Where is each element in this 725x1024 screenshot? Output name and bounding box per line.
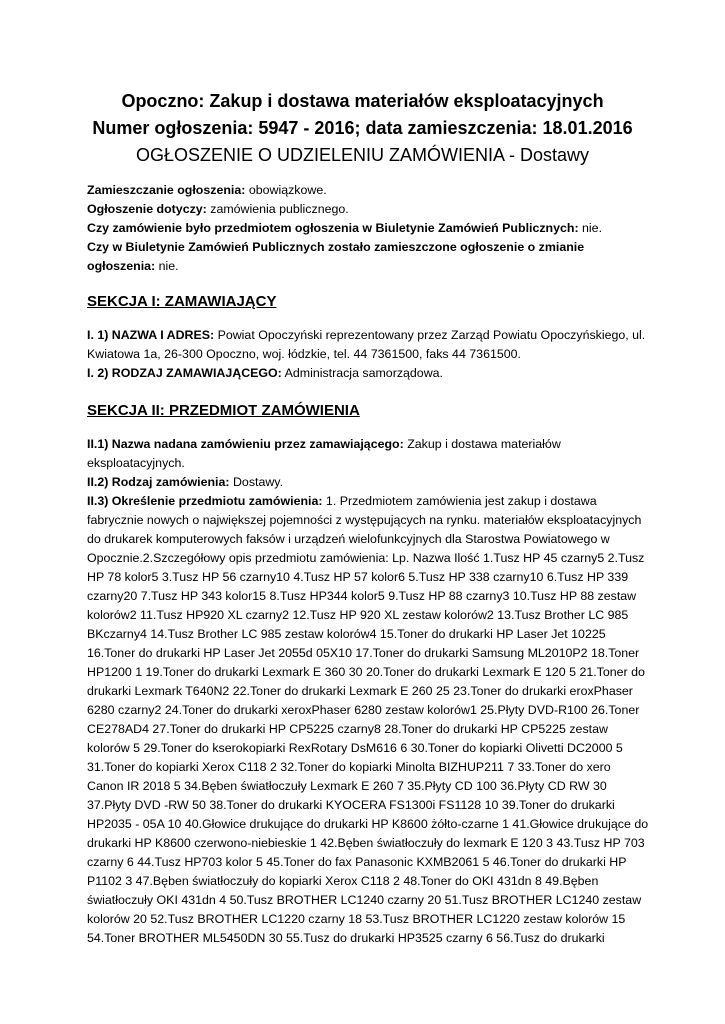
order-desc-line: kolorów 5 29.Toner do kserokopiarki RexRotary DsM616 6 30.Toner do kopiarki Olivetti DC2000 5: [87, 741, 623, 755]
concerns-value: zamówienia publicznego.: [206, 202, 349, 216]
order-name-row-1: [87, 435, 647, 454]
announcement-number: Numer ogłoszenia: 5947 - 2016; data zamieszczenia: 18.01.2016: [92, 118, 633, 138]
order-desc-line: HP2035 - 05A 10 40.Głowice drukujące do drukarki HP K8600 żółto-czarne 1 41.Głowice drukujące do: [87, 817, 649, 831]
announcement-type: OGŁOSZENIE O UDZIELENIU ZAMÓWIENIA - Dostawy: [135, 145, 590, 165]
order-desc-line: czarny 6 44.Tusz HP703 kolor 5 45.Toner do fax Panasonic KXMB2061 5 46.Toner do drukarki HP: [87, 855, 627, 869]
section-2-body: [87, 435, 647, 948]
order-desc-line: Canon IR 2018 5 34.Bęben światłoczuły Lexmark E 260 7 35.Płyty CD 100 36.Płyty CD RW 30: [87, 779, 607, 793]
change-row-1: [87, 238, 647, 257]
change-value: nie.: [155, 259, 179, 273]
order-desc-line: do drukarek komputerowych faksów i urządzeń wielofunkcyjnych dla Starostwa Powiatowego w: [87, 532, 610, 546]
section-1-heading: SEKCJA I: ZAMAWIAJĄCY: [87, 293, 277, 310]
placement-label: Zamieszczanie ogłoszenia:: [87, 183, 246, 197]
order-desc-line: kolorów2 11.Tusz HP920 XL czarny2 12.Tusz HP 920 XL zestaw kolorów2 13.Tusz Brother LC 985: [87, 608, 629, 622]
concerns-row: [87, 200, 647, 219]
order-kind-label: II.2) Rodzaj zamówienia:: [87, 475, 230, 489]
contracting-name-row-1: [87, 326, 647, 345]
change-row-2: [87, 257, 647, 276]
contracting-type-value: Administracja samorządowa.: [281, 366, 443, 380]
order-desc-line: drukarki Lexmark T640N2 22.Toner do drukarki Lexmark E 260 25 23.Toner do drukarki eroxPhaser: [87, 684, 633, 698]
order-desc-line: 37.Płyty DVD -RW 50 38.Toner do drukarki KYOCERA FS1300i FS1128 10 39.Toner do drukarki: [87, 798, 615, 812]
section-1-body: [87, 326, 647, 383]
order-kind-value: Dostawy.: [229, 475, 284, 489]
order-name-value-2: eksploatacyjnych.: [87, 456, 185, 470]
order-desc-line: 54.Toner BROTHER ML5450DN 30 55.Tusz do drukarki HP3525 czarny 6 56.Tusz do drukarki: [87, 931, 605, 945]
order-desc-line: światłoczuły OKI 431dn 4 50.Tusz BROTHER LC1240 czarny 20 51.Tusz BROTHER LC1240 zestaw: [87, 893, 642, 907]
order-desc-line: Opocznie.2.Szczegółowy opis przedmiotu zamówienia: Lp. Nazwa Ilość 1.Tusz HP 45 czarny5 2.Tusz: [87, 551, 645, 565]
order-desc-line: kolorów 20 52.Tusz BROTHER LC1220 czarny 18 53.Tusz BROTHER LC1220 zestaw kolorów 15: [87, 912, 626, 926]
order-desc-first: 1. Przedmiotem zamówienia jest zakup i dostawa: [322, 494, 597, 508]
order-desc-line: 31.Toner do kopiarki Xerox C118 2 32.Toner do kopiarki Minolta BIZHUP211 7 33.Toner do xero: [87, 760, 611, 774]
order-desc-line: BKczarny4 14.Tusz Brother LC 985 zestaw kolorów4 15.Toner do drukarki HP Laser Jet 10225: [87, 627, 606, 641]
section-2-heading: SEKCJA II: PRZEDMIOT ZAMÓWIENIA: [87, 402, 360, 419]
order-desc-row-1: [87, 492, 647, 511]
order-desc-line: HP 78 kolor5 3.Tusz HP 56 czarny10 4.Tusz HP 57 kolor6 5.Tusz HP 338 czarny10 6.Tusz HP 339: [87, 570, 629, 584]
change-label-1: Czy w Biuletynie Zamówień Publicznych zostało zamieszczone ogłoszenie o zmianie: [87, 240, 585, 254]
placement-row: [87, 181, 647, 200]
order-desc-line: 6280 czarny2 24.Toner do drukarki xeroxPhaser 6280 zestaw kolorów1 25.Płyty DVD-R100 26.Toner: [87, 703, 640, 717]
order-desc-line: P1102 3 47.Bęben światłoczuły do kopiarki Xerox C118 2 48.Toner do OKI 431dn 8 49.Bęben: [87, 874, 599, 888]
placement-value: obowiązkowe.: [245, 183, 327, 197]
contracting-type-label: I. 2) RODZAJ ZAMAWIAJĄCEGO:: [87, 366, 282, 380]
contracting-type-row: [87, 364, 647, 383]
order-desc-line: 16.Toner do drukarki HP Laser Jet 2055d 05X10 17.Toner do drukarki Samsung ML2010P2 18.Toner: [87, 646, 640, 660]
order-desc-line: drukarki HP K8600 czerwono-niebieskie 1 42.Bęben światłoczuły do lexmark E 120 3 43.Tusz HP 703: [87, 836, 645, 850]
bzp-value: nie.: [578, 221, 603, 235]
concerns-label: Ogłoszenie dotyczy:: [87, 202, 207, 216]
order-name-label: II.1) Nazwa nadana zamówieniu przez zamawiającego:: [87, 437, 404, 451]
bzp-label: Czy zamówienie było przedmiotem ogłoszenia w Biuletynie Zamówień Publicznych:: [87, 221, 579, 235]
order-name-value-1: Zakup i dostawa materiałów: [403, 437, 561, 451]
bzp-row: [87, 219, 647, 238]
announcement-meta: [87, 181, 647, 276]
order-desc-line: HP1200 1 19.Toner do drukarki Lexmark E 360 30 20.Toner do drukarki Lexmark E 120 5 21.Toner do: [87, 665, 645, 679]
order-desc-line: CE278AD4 27.Toner do drukarki HP CP5225 czarny8 28.Toner do drukarki HP CP5225 zestaw: [87, 722, 608, 736]
order-kind-row: [87, 473, 647, 492]
document-title: Opoczno: Zakup i dostawa materiałów eksploatacyjnych: [121, 91, 604, 111]
contracting-name-label: I. 1) NAZWA I ADRES:: [87, 328, 215, 342]
change-label-2: ogłoszenia:: [87, 259, 156, 273]
order-desc-label: II.3) Określenie przedmiotu zamówienia:: [87, 494, 323, 508]
order-desc-line: czarny20 7.Tusz HP 343 kolor15 8.Tusz HP344 kolor5 9.Tusz HP 88 czarny3 10.Tusz HP 88 zestaw: [87, 589, 637, 603]
order-desc-line: fabrycznie nowych o największej pojemności z występujących na rynku. materiałów eksploatacyjnych: [87, 513, 642, 527]
contracting-name-value-2: Kwiatowa 1a, 26-300 Opoczno, woj. łódzkie, tel. 44 7361500, faks 44 7361500.: [87, 347, 521, 361]
contracting-name-value-1: Powiat Opoczyński reprezentowany przez Zarząd Powiatu Opoczyńskiego, ul.: [214, 328, 646, 342]
